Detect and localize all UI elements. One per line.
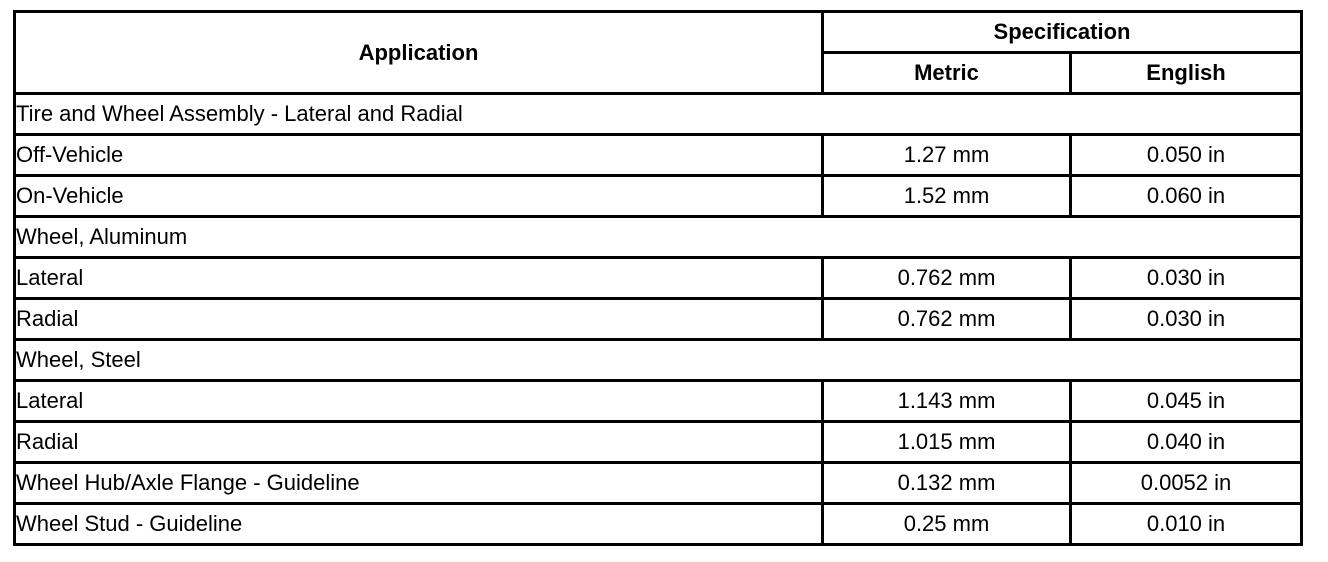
group-label: Wheel, Aluminum [15, 217, 1302, 258]
table-row [15, 299, 1302, 340]
metric-cell: 1.143 mm [823, 381, 1071, 422]
table-row-group [15, 94, 1302, 135]
metric-cell: 1.015 mm [823, 422, 1071, 463]
table-body [15, 94, 1302, 545]
table-row-group [15, 340, 1302, 381]
application-header: Application [15, 12, 823, 94]
application-cell: Lateral [15, 381, 823, 422]
specification-table [13, 10, 1303, 546]
table-row [15, 176, 1302, 217]
table-row [15, 504, 1302, 545]
english-cell: 0.030 in [1071, 299, 1302, 340]
english-cell: 0.030 in [1071, 258, 1302, 299]
metric-cell: 1.52 mm [823, 176, 1071, 217]
english-header: English [1071, 53, 1302, 94]
table-row [15, 135, 1302, 176]
table-row [15, 422, 1302, 463]
application-cell: Lateral [15, 258, 823, 299]
metric-cell: 0.25 mm [823, 504, 1071, 545]
metric-header: Metric [823, 53, 1071, 94]
table-row [15, 463, 1302, 504]
metric-cell: 0.762 mm [823, 258, 1071, 299]
specification-header: Specification [823, 12, 1302, 53]
metric-cell: 0.132 mm [823, 463, 1071, 504]
application-cell: Off-Vehicle [15, 135, 823, 176]
application-cell: Radial [15, 422, 823, 463]
application-cell: Wheel Hub/Axle Flange - Guideline [15, 463, 823, 504]
english-cell: 0.0052 in [1071, 463, 1302, 504]
english-cell: 0.060 in [1071, 176, 1302, 217]
metric-cell: 1.27 mm [823, 135, 1071, 176]
english-cell: 0.045 in [1071, 381, 1302, 422]
application-cell: Wheel Stud - Guideline [15, 504, 823, 545]
table-row [15, 381, 1302, 422]
metric-cell: 0.762 mm [823, 299, 1071, 340]
header-row-top [15, 12, 1302, 53]
english-cell: 0.050 in [1071, 135, 1302, 176]
group-label: Wheel, Steel [15, 340, 1302, 381]
table-row-group [15, 217, 1302, 258]
english-cell: 0.040 in [1071, 422, 1302, 463]
english-cell: 0.010 in [1071, 504, 1302, 545]
application-cell: Radial [15, 299, 823, 340]
table-row [15, 258, 1302, 299]
application-cell: On-Vehicle [15, 176, 823, 217]
group-label: Tire and Wheel Assembly - Lateral and Radial [15, 94, 1302, 135]
table-header [15, 12, 1302, 94]
